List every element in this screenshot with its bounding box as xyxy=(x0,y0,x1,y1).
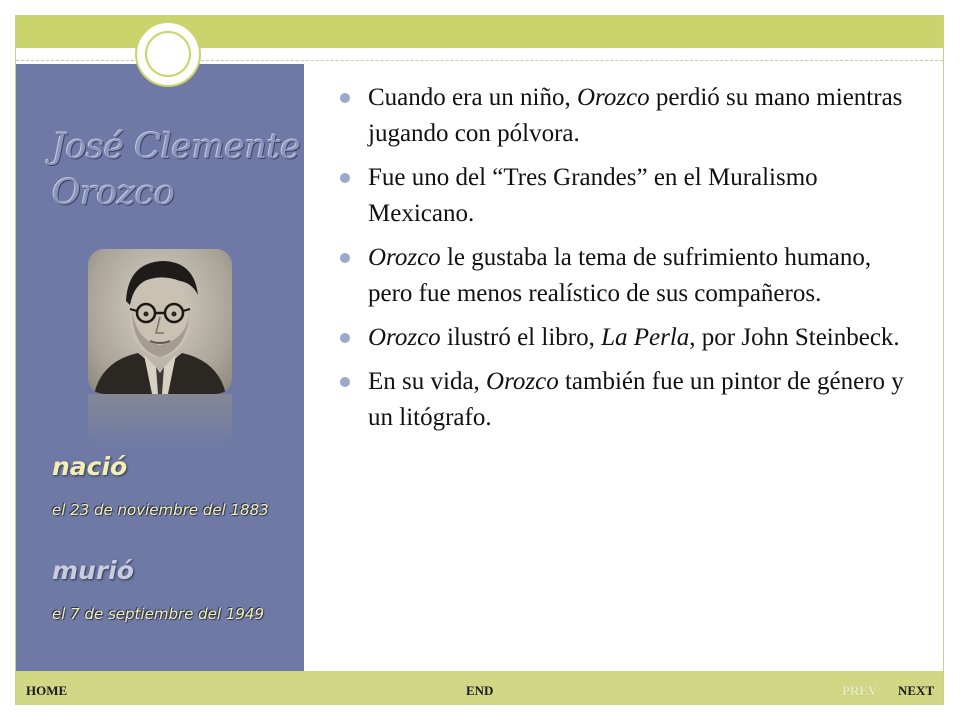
bullet-text: le gustaba la tema de sufrimiento humano, pero fue menos realístico de sus compañeros. xyxy=(368,244,872,307)
content-area xyxy=(340,80,910,444)
slide-title xyxy=(52,124,312,216)
died-date: el 7 de septiembre del 1949 xyxy=(52,605,264,623)
bullet-text: Cuando era un niño, xyxy=(368,84,577,111)
bullet-item xyxy=(340,364,910,436)
bullet-icon xyxy=(340,173,350,183)
bullet-icon xyxy=(340,93,350,103)
ornament-circle xyxy=(135,21,201,87)
end-link[interactable]: END xyxy=(466,683,494,698)
ornament-circle-inner xyxy=(145,31,191,77)
next-link[interactable]: NEXT xyxy=(898,683,935,698)
bullet-item xyxy=(340,160,910,232)
portrait-reflection xyxy=(88,394,232,449)
bullet-text-italic: Orozco xyxy=(368,324,441,351)
bullet-text: también fue un pintor de género y un litógrafo. xyxy=(368,368,904,431)
bullet-text: ilustró el libro, xyxy=(440,324,602,351)
bullet-item xyxy=(340,240,910,312)
bullet-text: En su vida, xyxy=(368,368,487,395)
bullet-item xyxy=(340,320,910,356)
born-label: nació xyxy=(52,452,128,481)
bullet-list xyxy=(340,80,910,436)
bullet-text-italic: La Perla xyxy=(601,324,690,351)
bullet-text: perdió su mano mientras jugando con pólvora. xyxy=(368,84,903,147)
bullet-icon xyxy=(340,253,350,263)
title-line-2: Orozco xyxy=(52,173,175,213)
born-date: el 23 de noviembre del 1883 xyxy=(52,501,269,519)
portrait-photo xyxy=(88,249,232,394)
bullet-icon xyxy=(340,377,350,387)
bullet-text-italic: Orozco xyxy=(368,244,441,271)
bullet-icon xyxy=(340,333,350,343)
bullet-text: , por John Steinbeck. xyxy=(689,324,900,351)
bullet-item xyxy=(340,80,910,152)
portrait-icon xyxy=(88,249,232,394)
bullet-text-italic: Orozco xyxy=(486,368,559,395)
died-label: murió xyxy=(52,556,134,585)
home-link[interactable]: HOME xyxy=(26,683,68,698)
prev-link[interactable]: PREV xyxy=(842,683,878,698)
bullet-text-italic: Orozco xyxy=(576,84,650,111)
title-line-1: José Clemente xyxy=(52,127,301,167)
sidebar xyxy=(16,64,304,671)
bullet-text: Fue uno del “Tres Grandes” en el Muralismo Mexicano. xyxy=(368,164,818,227)
bottom-nav-bar xyxy=(16,671,943,705)
